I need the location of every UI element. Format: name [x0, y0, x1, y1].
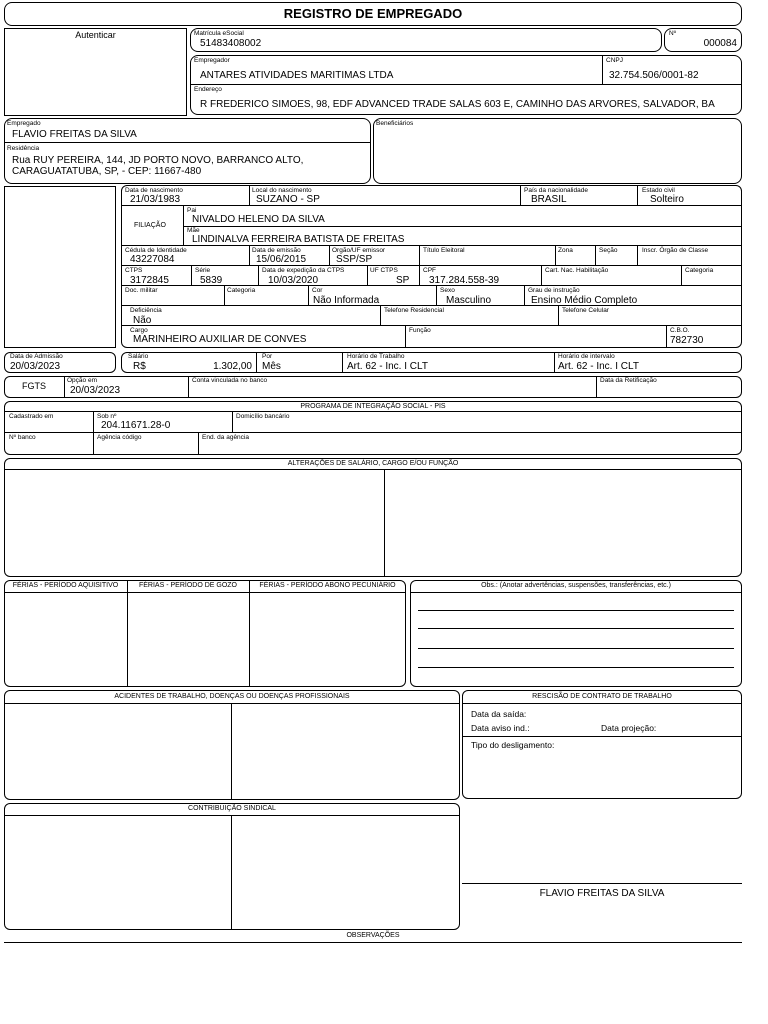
cnpj-label: CNPJ — [606, 57, 623, 64]
cargo-label: Cargo — [130, 327, 148, 334]
opcao-value: 20/03/2023 — [70, 385, 121, 396]
deficiencia-value: Não — [133, 315, 152, 326]
intervalo-label: Horário de intervalo — [558, 353, 615, 360]
uf-ctps-value: SP — [396, 275, 410, 286]
ferias-gozo-title: FÉRIAS - PERÍODO DE GOZO — [138, 582, 237, 589]
empregado-label: Empregado — [7, 120, 41, 127]
retificacao-label: Data da Retificação — [600, 377, 657, 384]
obs-line — [418, 667, 734, 668]
cor-label: Cor — [312, 287, 323, 294]
acidentes-box — [4, 690, 460, 800]
filiacao-label: FILIAÇÃO — [134, 222, 166, 229]
empregador-value: ANTARES ATIVIDADES MARITIMAS LTDA — [200, 70, 394, 81]
sindical-title: CONTRIBUIÇÃO SINDICAL — [188, 805, 276, 812]
salario-label: Salário — [128, 353, 149, 360]
cor-value: Não Informada — [313, 295, 380, 306]
exp-ctps-label: Data de expedição da CTPS — [262, 267, 345, 274]
signature-line — [462, 883, 742, 884]
emissao-label: Data de emissão — [252, 247, 301, 254]
salario-value: 1.302,00 — [213, 361, 252, 372]
beneficiarios-label: Beneficiários — [376, 120, 414, 127]
signature-name: FLAVIO FREITAS DA SILVA — [539, 888, 665, 899]
docmilitar-label: Doc. militar — [125, 287, 158, 294]
emissao-value: 15/06/2015 — [256, 254, 307, 265]
cadastrado-label: Cadastrado em — [9, 413, 54, 420]
acidentes-title: ACIDENTES DE TRABALHO, DOENÇAS OU DOENÇAS PROFISSIONAIS — [114, 693, 350, 700]
admissao-value: 20/03/2023 — [10, 361, 61, 372]
cnh-label: Cart. Nac. Habilitação — [545, 267, 609, 274]
pai-label: Pai — [187, 207, 197, 214]
sob-label: Sob nº — [97, 413, 117, 420]
autenticar-label: Autenticar — [75, 30, 116, 40]
photo-box — [4, 186, 116, 348]
funcao-label: Função — [409, 327, 431, 334]
fgts-label: FGTS — [22, 381, 46, 391]
sob-value: 204.11671.28-0 — [101, 420, 171, 431]
ferias-abono-title: FÉRIAS - PERÍODO ABONO PECUNIÁRIO — [259, 582, 396, 589]
horario-value: Art. 62 - Inc. I CLT — [347, 361, 428, 372]
identidade-label: Cédula de Identidade — [125, 247, 187, 254]
observacoes-line — [4, 942, 742, 943]
estado-civil-value: Solteiro — [650, 194, 684, 205]
ferias-aquisitivo-title: FÉRIAS - PERÍODO AQUISITIVO — [12, 582, 119, 589]
empregado-nome: FLAVIO FREITAS DA SILVA — [12, 129, 137, 140]
opcao-label: Opção em — [67, 377, 97, 384]
identidade-value: 43227084 — [130, 254, 175, 265]
serie-label: Série — [195, 267, 211, 274]
ctps-value: 3172845 — [130, 275, 169, 286]
cbo-value: 782730 — [670, 335, 704, 346]
cbo-label: C.B.O. — [670, 327, 690, 334]
instrucao-value: Ensino Médio Completo — [531, 295, 638, 306]
orgao-label: Orgão/UF emissor — [332, 247, 386, 254]
titulo-label: Título Eleitoral — [423, 247, 465, 254]
projecao-label: Data projeção: — [601, 723, 657, 733]
obs-title: Obs.: (Anotar advertências, suspensões, transferências, etc.) — [481, 582, 671, 589]
obs-line — [418, 628, 734, 629]
nascimento-label: Data de nascimento — [125, 187, 183, 194]
categoria-label: Categoria — [685, 267, 714, 274]
por-label: Por — [262, 353, 273, 360]
zona-label: Zona — [558, 247, 573, 254]
page-title: REGISTRO DE EMPREGADO — [283, 6, 463, 21]
uf-ctps-label: UF CTPS — [370, 267, 398, 274]
exp-ctps-value: 10/03/2020 — [268, 275, 319, 286]
tel-res-label: Telefone Residencial — [384, 307, 444, 314]
alteracoes-box — [4, 458, 742, 577]
numero-value: 000084 — [703, 38, 737, 49]
domicilio-label: Domicílio bancário — [236, 413, 290, 420]
mae-label: Mãe — [187, 227, 200, 234]
banco-label: Nº banco — [9, 434, 36, 441]
pais-value: BRASIL — [531, 194, 567, 205]
data-saida-label: Data da saída: — [471, 709, 527, 719]
sexo-value: Masculino — [446, 295, 492, 306]
insc-label: Inscr. Órgão de Classe — [642, 247, 709, 254]
intervalo-value: Art. 62 - Inc. I CLT — [558, 361, 639, 372]
cnpj-value: 32.754.506/0001-82 — [609, 70, 699, 81]
beneficiarios-box — [373, 118, 742, 184]
admissao-label: Data de Admissão — [10, 353, 63, 360]
tipo-label: Tipo do desligamento: — [471, 740, 555, 750]
estado-civil-label: Estado civil — [642, 187, 675, 194]
observacoes-title: OBSERVAÇÕES — [346, 932, 400, 939]
tel-cel-label: Telefone Celular — [562, 307, 609, 314]
sindical-box — [4, 803, 460, 930]
ctps-label: CTPS — [125, 267, 143, 274]
cpf-value: 317.284.558-39 — [429, 275, 500, 286]
deficiencia-label: Deficiência — [130, 307, 162, 314]
endereco-value: R FREDERICO SIMOES, 98, EDF ADVANCED TRADE SALAS 603 E, CAMINHO DAS ARVORES, SALVADOR, BA — [200, 99, 715, 110]
obs-line — [418, 610, 734, 611]
pais-label: País da nacionalidade — [524, 187, 588, 194]
cargo-value: MARINHEIRO AUXILIAR DE CONVES — [133, 334, 307, 345]
residencia-line1: Rua RUY PEREIRA, 144, JD PORTO NOVO, BARRANCO ALTO, — [12, 155, 304, 166]
categoria2-label: Categoria — [227, 287, 256, 294]
agencia-label: Agência código — [97, 434, 142, 441]
matricula-label: Matrícula eSocial — [194, 30, 244, 37]
por-value: Mês — [262, 361, 281, 372]
horario-label: Horário de Trabalho — [347, 353, 405, 360]
end-agencia-label: End. da agência — [202, 434, 249, 441]
rescisao-title: RESCISÃO DE CONTRATO DE TRABALHO — [532, 693, 672, 700]
residencia-line2: CARAGUATATUBA, SP, - CEP: 11667-480 — [12, 166, 202, 177]
cpf-label: CPF — [423, 267, 436, 274]
obs-box — [410, 580, 742, 687]
ferias-box — [4, 580, 406, 687]
nascimento-value: 21/03/1983 — [130, 194, 181, 205]
serie-value: 5839 — [200, 275, 223, 286]
orgao-value: SSP/SP — [336, 254, 373, 265]
sexo-label: Sexo — [440, 287, 455, 294]
conta-label: Conta vinculada no banco — [192, 377, 268, 384]
instrucao-label: Grau de instrução — [528, 287, 580, 294]
mae-value: LINDINALVA FERREIRA BATISTA DE FREITAS — [192, 234, 405, 245]
local-label: Local do nascimento — [252, 187, 312, 194]
pai-value: NIVALDO HELENO DA SILVA — [192, 214, 325, 225]
endereco-label: Endereço — [194, 86, 222, 93]
residencia-label: Residência — [7, 145, 40, 152]
aviso-label: Data aviso ind.: — [471, 723, 530, 733]
local-value: SUZANO - SP — [256, 194, 320, 205]
numero-label: Nº — [669, 30, 677, 37]
alteracoes-title: ALTERAÇÕES DE SALÁRIO, CARGO E/OU FUNÇÃO — [287, 460, 459, 467]
matricula-value: 51483408002 — [200, 38, 262, 49]
moeda-value: R$ — [133, 361, 146, 372]
obs-line — [418, 648, 734, 649]
autenticar-box — [4, 28, 187, 116]
secao-label: Seção — [599, 247, 618, 254]
empregador-label: Empregador — [194, 57, 230, 64]
pis-title: PROGRAMA DE INTEGRAÇÃO SOCIAL - PIS — [300, 403, 446, 410]
